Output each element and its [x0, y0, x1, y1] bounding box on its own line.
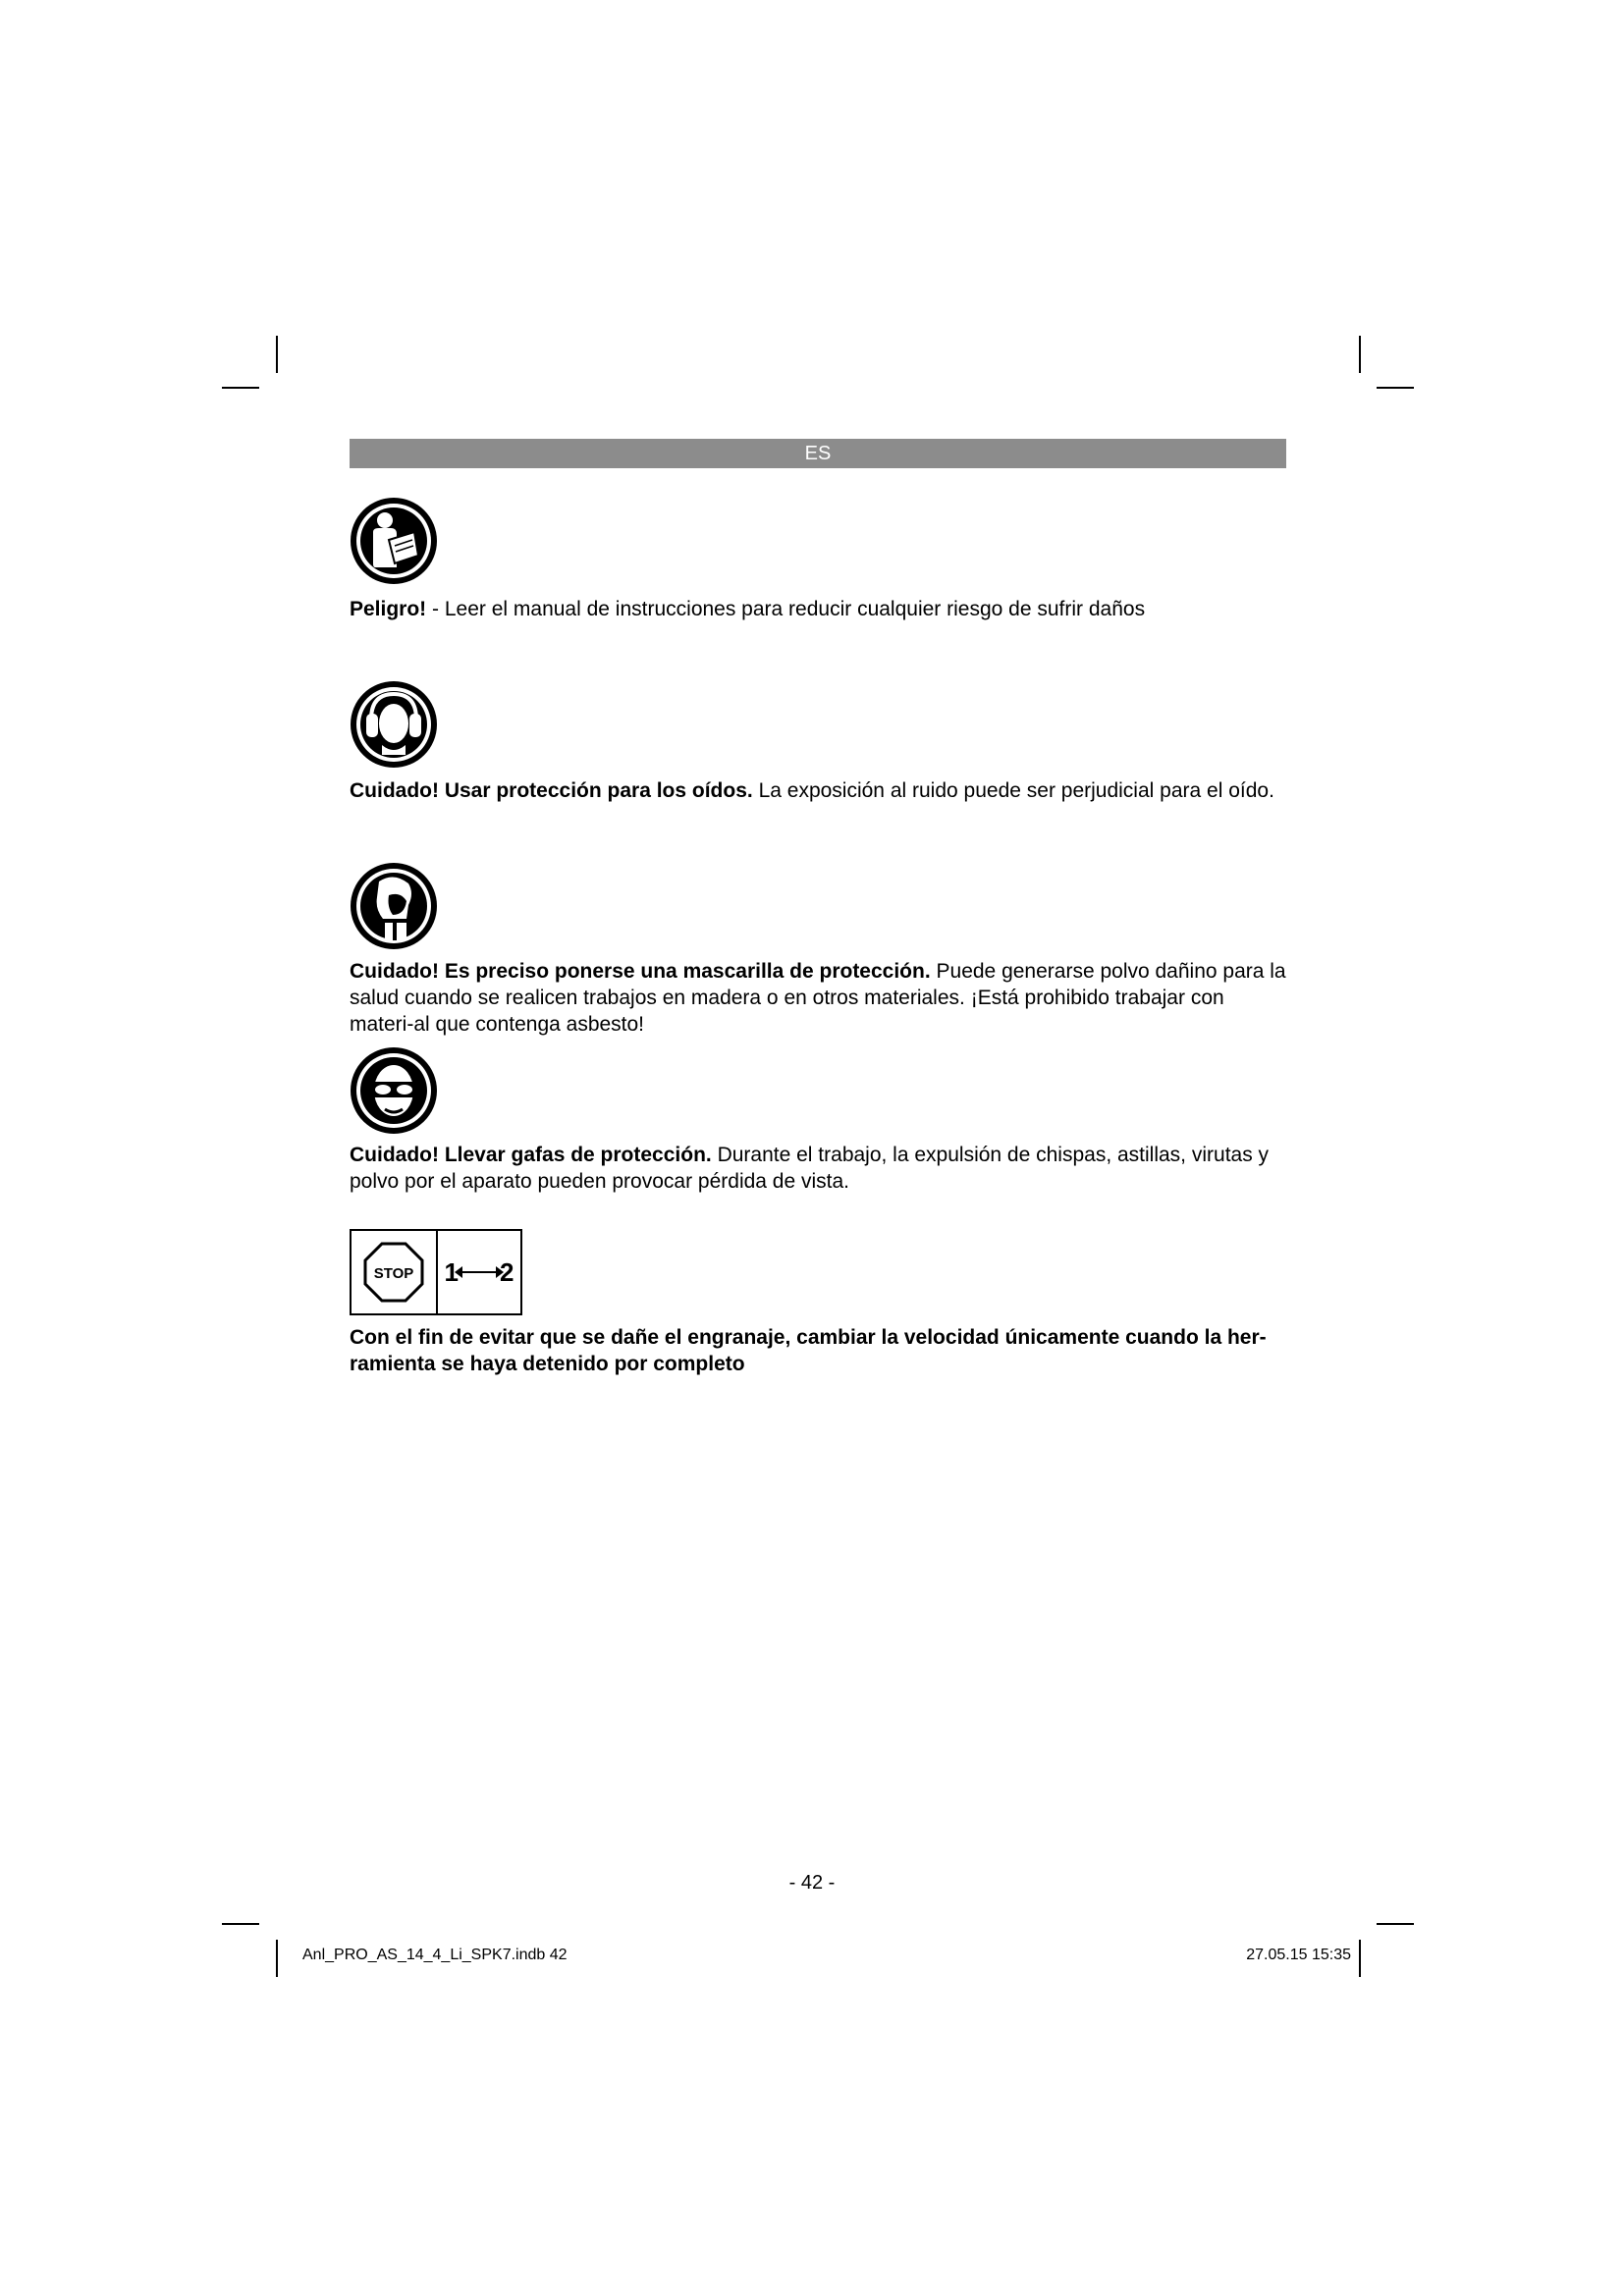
dust-mask-icon — [350, 862, 438, 950]
warning-title: Cuidado! Usar protección para los oídos. — [350, 779, 753, 802]
crop-mark — [1377, 1923, 1414, 1925]
crop-mark — [276, 336, 278, 373]
warning-text-dust-mask — [350, 958, 1292, 1038]
warning-body: - Leer el manual de instrucciones para reducir cualquier riesgo de sufrir daños — [426, 598, 1146, 620]
footer-timestamp: 27.05.15 15:35 — [1246, 1947, 1351, 1963]
language-header: ES — [350, 439, 1286, 468]
gear-from: 1 — [444, 1256, 459, 1287]
warning-text-gear-change — [350, 1324, 1292, 1377]
crop-mark — [1377, 387, 1414, 389]
read-manual-icon — [350, 497, 438, 585]
warning-body: La exposición al ruido puede ser perjudicial para el oído. — [752, 779, 1274, 802]
stop-label: STOP — [373, 1265, 414, 1282]
stop-gear-change-icon — [350, 1229, 522, 1315]
warning-text-ear-protection — [350, 777, 1292, 804]
warning-text-read-manual — [350, 596, 1292, 622]
page-number: - 42 - — [788, 1872, 836, 1894]
warning-text-goggles — [350, 1142, 1292, 1195]
crop-mark — [1359, 336, 1361, 373]
stop-octagon-icon — [363, 1242, 424, 1303]
warning-title: Cuidado! Es preciso ponerse una mascarilla de protección. — [350, 960, 931, 983]
footer-file: Anl_PRO_AS_14_4_Li_SPK7.indb 42 — [302, 1947, 568, 1963]
warning-title: Cuidado! Llevar gafas de protección. — [350, 1144, 712, 1166]
double-arrow-icon — [462, 1271, 496, 1273]
ear-protection-icon — [350, 680, 438, 769]
crop-mark — [222, 1923, 259, 1925]
gear-to: 2 — [500, 1256, 514, 1287]
crop-mark — [222, 387, 259, 389]
crop-mark — [1359, 1940, 1361, 1977]
safety-goggles-icon — [350, 1046, 438, 1135]
gear-change-symbol — [438, 1231, 520, 1313]
warning-body: Durante el trabajo, la expulsión de chispas, astillas, virutas y polvo por el aparato pueden provocar pérdida de vista. — [350, 1144, 1270, 1193]
warning-title: Con el fin de evitar que se dañe el engranaje, cambiar la velocidad únicamente cuando la her-ramienta se haya detenido por completo — [350, 1326, 1267, 1375]
warning-body: Puede generarse polvo dañino para la salud cuando se realicen trabajos en madera o en otros materiales. ¡Está prohibido trabajar con materi-al que contenga asbesto! — [350, 960, 1286, 1036]
warning-title: Peligro! — [350, 598, 427, 620]
crop-mark — [276, 1940, 278, 1977]
stop-sign — [352, 1231, 438, 1313]
